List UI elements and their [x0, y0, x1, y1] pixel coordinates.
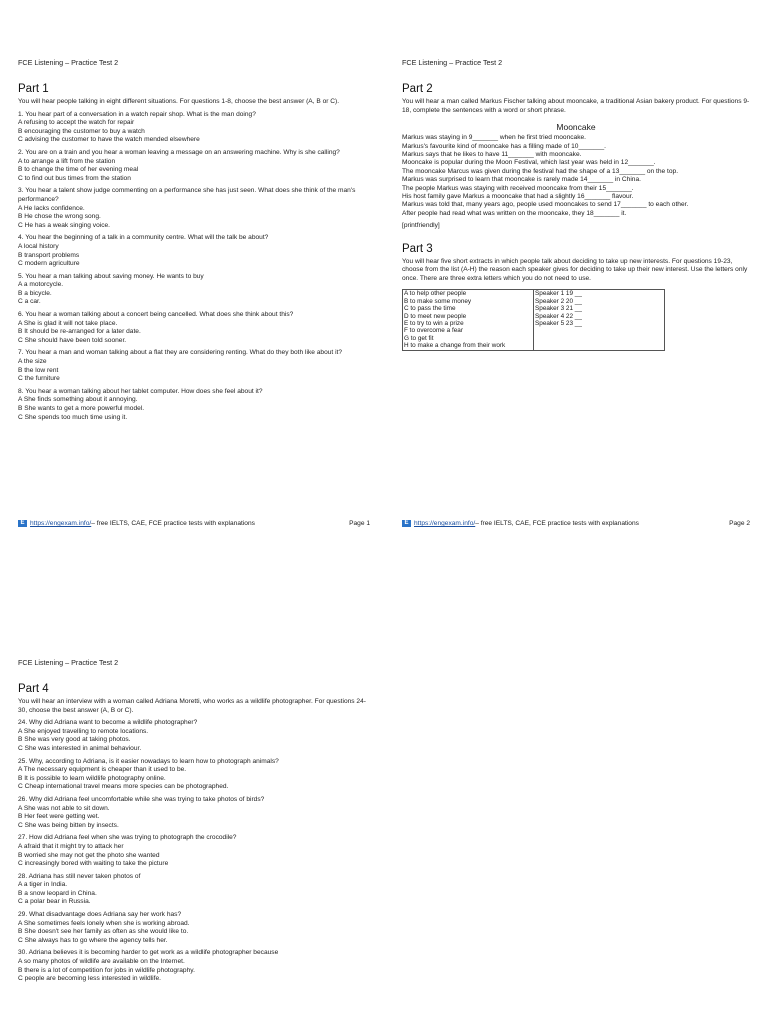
- part2-subtitle: Mooncake: [556, 122, 596, 133]
- option-c: C modern agriculture: [18, 260, 80, 268]
- sentence-line: Markus was told that, many years ago, people used mooncakes to send 17_______ to each other.: [402, 201, 689, 209]
- option-row: F to overcome a fear: [404, 327, 463, 335]
- question-text: 4. You hear the beginning of a talk in a community centre. What will the talk be about?: [18, 234, 269, 242]
- option-b: B to change the time of her evening meal: [18, 166, 139, 174]
- part4-questions: [18, 719, 370, 984]
- option-row: E to try to win a prize: [404, 320, 464, 328]
- option-b: B She doesn't see her family as often as she would like to.: [18, 928, 189, 936]
- option-c: C She should have been told sooner.: [18, 336, 127, 344]
- option-a: A She enjoyed travelling to remote locations.: [18, 727, 149, 735]
- question: [18, 273, 370, 307]
- question-text: 30. Adriana believes it is becoming harder to get work as a wildlife photographer because: [18, 949, 279, 957]
- option-b: B the low rent: [18, 366, 59, 374]
- option-a: A to arrange a lift from the station: [18, 157, 116, 165]
- option-c: C She always has to go where the agency tells her.: [18, 936, 168, 944]
- page-number: Page 2: [729, 520, 750, 527]
- option-c: C people are becoming less interested in wildlife.: [18, 975, 161, 983]
- question: [18, 911, 370, 945]
- speaker-row: Speaker 5 23 __: [535, 320, 582, 328]
- document-page-1: [0, 48, 384, 548]
- sentence-line: The mooncake Marcus was given during the festival had the shape of a 13_______ on the top.: [402, 167, 679, 175]
- part3-title: Part 3: [402, 242, 433, 255]
- footer-link[interactable]: https://engexam.info/: [414, 520, 476, 527]
- question-text: 24. Why did Adriana want to become a wildlife photographer?: [18, 719, 198, 727]
- question: [18, 149, 370, 183]
- part3-intro: You will hear five short extracts in which people talk about deciding to take up new interests. For questions 19-23, choose from the list (A-H) the reason each speaker gives for deciding to take up their new interest. Use the letters only once. There are three extra letters which you do not need to use.: [402, 257, 748, 282]
- part1-questions: [18, 111, 370, 423]
- option-c: C She was being bitten by insects.: [18, 821, 119, 829]
- option-c: C a polar bear in Russia.: [18, 898, 91, 906]
- document-page-2: [384, 48, 768, 548]
- option-c: C advising the customer to have the watch mended elsewhere: [18, 136, 200, 144]
- option-c: C increasingly bored with waiting to take the picture: [18, 860, 169, 868]
- question-text: 26. Why did Adriana feel uncomfortable while she was trying to take photos of birds?: [18, 795, 265, 803]
- question-text: 8. You hear a woman talking about her tablet computer. How does she feel about it?: [18, 387, 263, 395]
- speakers-column: [534, 290, 665, 350]
- speaker-row: Speaker 3 21 __: [535, 305, 582, 313]
- sentence-line: The people Markus was staying with received mooncake from their 15_______.: [402, 184, 634, 192]
- option-b: B It is possible to learn wildlife photography online.: [18, 774, 166, 782]
- part1-intro: You will hear people talking in eight different situations. For questions 1-8, choose the best answer (A, B or C).: [18, 98, 340, 105]
- part2-sentences: [402, 134, 750, 218]
- printfriendly-note: [printfriendly]: [402, 222, 440, 230]
- question: [18, 388, 370, 422]
- option-a: A so many photos of wildlife are available on the Internet.: [18, 958, 185, 966]
- part1-title: Part 1: [18, 83, 49, 95]
- question-text: 1. You hear part of a conversation in a watch repair shop. What is the man doing?: [18, 110, 256, 118]
- footer-tagline: – free IELTS, CAE, FCE practice tests with explanations: [475, 520, 639, 527]
- part4-title: Part 4: [18, 683, 49, 695]
- sentence-line: Markus was surprised to learn that mooncake is rarely made 14_______ in China.: [402, 176, 641, 184]
- speaker-row: Speaker 1 19 __: [535, 290, 582, 298]
- question: [18, 187, 370, 230]
- option-a: A a motorcycle.: [18, 281, 64, 289]
- option-a: A a tiger in India.: [18, 881, 68, 889]
- question: [18, 111, 370, 145]
- option-c: C She spends too much time using it.: [18, 413, 128, 421]
- question: [18, 758, 370, 792]
- question-text: 25. Why, according to Adriana, is it easier nowadays to learn how to photograph animals?: [18, 757, 279, 765]
- page-footer: [402, 520, 750, 527]
- sentence-line: Mooncake is popular during the Moon Festival, which last year was held in 12_______.: [402, 159, 656, 167]
- engexam-logo-icon: E: [18, 520, 27, 527]
- sentence-line: Markus was staying in 9_______ when he first tried mooncake.: [402, 134, 586, 142]
- option-c: C He has a weak singing voice.: [18, 221, 110, 229]
- question: [18, 349, 370, 383]
- option-c: C Cheap international travel means more species can be photographed.: [18, 783, 229, 791]
- option-c: C to find out bus times from the station: [18, 174, 131, 182]
- engexam-logo-icon: E: [402, 520, 411, 527]
- footer-link[interactable]: https://engexam.info/: [30, 520, 92, 527]
- question: [18, 949, 370, 983]
- page-footer: [18, 520, 370, 527]
- option-b: B a snow leopard in China.: [18, 889, 97, 897]
- question-text: 3. You hear a talent show judge commenting on a performance she has just seen. What does she think of the man's performance?: [18, 187, 356, 203]
- option-b: B a bicycle.: [18, 289, 52, 297]
- part2-intro: You will hear a man called Markus Fischer talking about mooncake, a traditional Asian bakery product. For questions 9-18, complete the sentences with a word or short phrase.: [402, 98, 750, 114]
- option-b: B there is a lot of competition for jobs in wildlife photography.: [18, 966, 195, 974]
- option-b: B She wants to get a more powerful model.: [18, 405, 145, 412]
- option-a: A local history: [18, 242, 59, 250]
- option-b: B transport problems: [18, 251, 80, 259]
- question-text: 7. You hear a man and woman talking about a flat they are considering renting. What do they both like about it?: [18, 349, 343, 357]
- option-a: A afraid that it might try to attack her: [18, 842, 124, 850]
- option-a: A He lacks confidence.: [18, 204, 85, 212]
- option-row: A to help other people: [404, 290, 467, 298]
- question-text: 29. What disadvantage does Adriana say her work has?: [18, 911, 182, 919]
- option-c: C the furniture: [18, 375, 60, 383]
- option-row: H to make a change from their work: [404, 342, 506, 350]
- running-header: FCE Listening – Practice Test 2: [402, 58, 503, 67]
- question-text: 27. How did Adriana feel when she was trying to photograph the crocodile?: [18, 834, 237, 842]
- option-row: C to pass the time: [404, 305, 456, 313]
- question: [18, 834, 370, 868]
- page-number: Page 1: [349, 520, 370, 527]
- question: [18, 311, 370, 345]
- question-text: 28. Adriana has still never taken photos of: [18, 872, 141, 880]
- question-text: 2. You are on a train and you hear a woman leaving a message on an answering machine. Why is she calling?: [18, 148, 340, 156]
- option-b: B It should be re-arranged for a later date.: [18, 328, 141, 336]
- option-a: A The necessary equipment is cheaper than it used to be.: [18, 766, 187, 774]
- option-row: B to make some money: [404, 297, 472, 305]
- options-column: [403, 290, 534, 350]
- option-a: A She was not able to sit down.: [18, 804, 110, 812]
- sentence-line: After people had read what was written on the mooncake, they 18_______ it.: [402, 209, 627, 217]
- option-a: A refusing to accept the watch for repair: [18, 119, 135, 127]
- option-a: A She sometimes feels lonely when she is working abroad.: [18, 919, 190, 927]
- question-text: 5. You hear a man talking about saving money. He wants to buy: [18, 272, 204, 280]
- option-c: C She was interested in animal behaviour.: [18, 744, 142, 752]
- option-b: B He chose the wrong song.: [18, 213, 101, 221]
- question-text: 6. You hear a woman talking about a concert being cancelled. What does she think about this?: [18, 311, 294, 319]
- option-b: B worried she may not get the photo she wanted: [18, 851, 160, 859]
- speaker-row: Speaker 2 20 __: [535, 297, 582, 305]
- speaker-row: Speaker 4 22 __: [535, 312, 582, 320]
- part4-intro: You will hear an interview with a woman called Adriana Moretti, who works as a wildlife photographer. For questions 24-30, choose the best answer (A, B or C).: [18, 698, 366, 714]
- option-row: D to meet new people: [404, 312, 467, 320]
- question: [18, 796, 370, 830]
- sentence-line: Markus's favourite kind of mooncake has a filling made of 10_______.: [402, 142, 606, 150]
- question: [18, 234, 370, 268]
- sentence-line: His host family gave Markus a mooncake that had a slightly 16_______ flavour.: [402, 193, 634, 201]
- running-header: FCE Listening – Practice Test 2: [18, 58, 119, 67]
- option-a: A She is glad it will not take place.: [18, 319, 118, 327]
- option-b: B She was very good at taking photos.: [18, 736, 131, 744]
- question: [18, 873, 370, 907]
- option-b: B Her feet were getting wet.: [18, 813, 100, 821]
- option-row: G to get fit: [404, 334, 434, 342]
- running-header: FCE Listening – Practice Test 2: [18, 658, 119, 667]
- footer-tagline: – free IELTS, CAE, FCE practice tests with explanations: [91, 520, 255, 527]
- part3-table: [402, 289, 665, 350]
- sentence-line: Markus says that he likes to have 11_______ with mooncake.: [402, 151, 582, 158]
- part2-title: Part 2: [402, 83, 433, 95]
- option-a: A She finds something about it annoying.: [18, 396, 138, 404]
- option-a: A the size: [18, 358, 47, 366]
- option-c: C a car.: [18, 298, 41, 306]
- question: [18, 719, 370, 753]
- option-b: B encouraging the customer to buy a watch: [18, 127, 145, 135]
- document-page-3: [0, 648, 384, 1024]
